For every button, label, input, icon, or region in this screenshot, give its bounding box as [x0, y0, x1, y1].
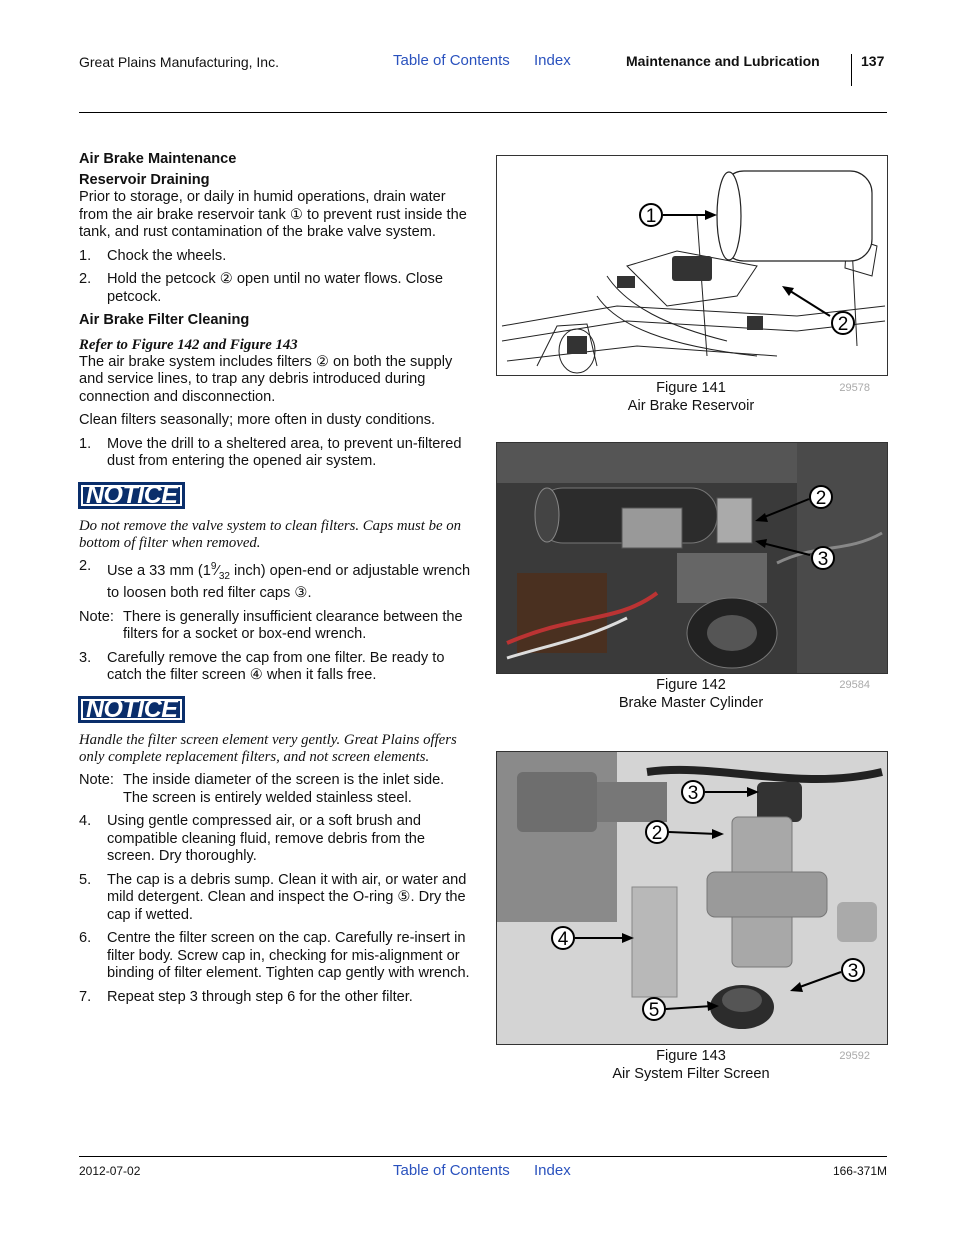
figure-142-caption — [496, 677, 886, 712]
refer-figures: Refer to Figure 142 and Figure 143 — [79, 336, 298, 353]
figure-141-title: Air Brake Reservoir — [627, 397, 755, 414]
note-2: Note: The inside diameter of the screen is the inlet side. The screen is entirely welded stainless steel. — [79, 772, 445, 806]
callout-3: 3 — [687, 783, 699, 804]
heading-reservoir-draining: Reservoir Draining — [79, 171, 210, 188]
toc-link-footer[interactable]: Table of Contents — [393, 1162, 510, 1179]
figure-141-caption — [496, 380, 886, 415]
notice-text-2: Handle the filter screen element very gently. Great Plains offers only complete replacement filters, and not screen elements. — [79, 732, 457, 766]
figure-142-id: 29584 — [839, 679, 870, 691]
index-link-footer[interactable]: Index — [534, 1162, 571, 1179]
footer-date: 2012-07-02 — [79, 1164, 141, 1178]
main-text-column — [79, 151, 471, 1012]
reservoir-paragraph: Prior to storage, or daily in humid operations, drain water from the air brake reservoir tank ① to prevent rust inside the tank, and rust contamination of the brake valve system. — [79, 189, 467, 240]
notice-badge: NOTICE — [79, 483, 184, 509]
figure-143-label: Figure 143 — [656, 1048, 726, 1064]
figure-142-title: Brake Master Cylinder — [618, 694, 764, 711]
filter-paragraph-1: The air brake system includes filters ② on both the supply and service lines, to trap any debris introduced during connection and disconnection. — [79, 353, 453, 405]
figure-143-caption — [496, 1048, 886, 1083]
callout-1: 1 — [645, 206, 657, 227]
header-divider — [851, 54, 852, 86]
heading-filter-cleaning: Air Brake Filter Cleaning — [79, 312, 250, 328]
figure-141-image — [496, 155, 888, 376]
list-item: 4. Using gentle compressed air, or a soft brush and compatible cleaning fluid, remove debris from the screen. Dry thoroughly. — [79, 813, 425, 865]
toc-link-header[interactable]: Table of Contents — [393, 52, 510, 69]
figure-141-label: Figure 141 — [656, 380, 726, 396]
filter-paragraph-2: Clean filters seasonally; more often in dusty conditions. — [79, 412, 436, 428]
list-item: 2. Hold the petcock ② open until no water flows. Close petcock. — [79, 271, 443, 305]
figure-142-label: Figure 142 — [656, 677, 726, 693]
figure-142-image — [496, 442, 888, 674]
figure-143-id: 29592 — [839, 1050, 870, 1062]
figure-143-image — [496, 751, 888, 1045]
callout-2: 2 — [837, 314, 849, 335]
callout-2: 2 — [651, 823, 663, 844]
list-item: 7. Repeat step 3 through step 6 for the other filter. — [79, 988, 413, 1005]
callout-3: 3 — [817, 549, 829, 570]
list-item: 1. Move the drill to a sheltered area, to prevent un-filtered dust from entering the opened air system. — [79, 435, 462, 469]
list-item: 3. Carefully remove the cap from one filter. Be ready to catch the filter screen ④ when it falls free. — [79, 649, 445, 684]
section-title: Maintenance and Lubrication — [626, 53, 820, 69]
header-rule — [79, 112, 887, 113]
notice-text-1: Do not remove the valve system to clean filters. Caps must be on bottom of filter when removed. — [79, 518, 462, 551]
footer-rule — [79, 1156, 887, 1157]
note-1: Note: There is generally insufficient clearance between the filters for a socket or box-end wrench. — [79, 608, 463, 643]
callout-5: 5 — [648, 1000, 660, 1021]
heading-air-brake-maintenance: Air Brake Maintenance — [79, 151, 237, 167]
figure-141-id: 29578 — [839, 382, 870, 394]
list-item: 6. Centre the filter screen on the cap. Carefully re-insert in filter body. Screw cap in, checking for mis-alignment or binding of filter element. Tighten cap gently with wrench. — [79, 930, 470, 982]
figure-143-title: Air System Filter Screen — [612, 1065, 770, 1082]
list-item: 5. The cap is a debris sump. Clean it with air, or water and mild detergent. Clean and inspect the O-ring ⑤. Dry the cap if wetted. — [79, 871, 467, 923]
list-item: 2. Use a 33 mm ($1^9⁄_{32}$ inch) open-end or adjustable wrench to loosen both red filter caps ③. — [79, 558, 471, 602]
list-item: 1. Chock the wheels. — [79, 247, 227, 264]
callout-3: 3 — [847, 961, 859, 982]
company-name: Great Plains Manufacturing, Inc. — [79, 54, 279, 70]
doc-number: 166-371M — [832, 1164, 887, 1178]
index-link-header[interactable]: Index — [534, 52, 571, 69]
page-number: 137 — [861, 53, 885, 69]
notice-badge: NOTICE — [79, 697, 184, 723]
callout-2: 2 — [815, 488, 827, 509]
callout-4: 4 — [557, 929, 569, 950]
